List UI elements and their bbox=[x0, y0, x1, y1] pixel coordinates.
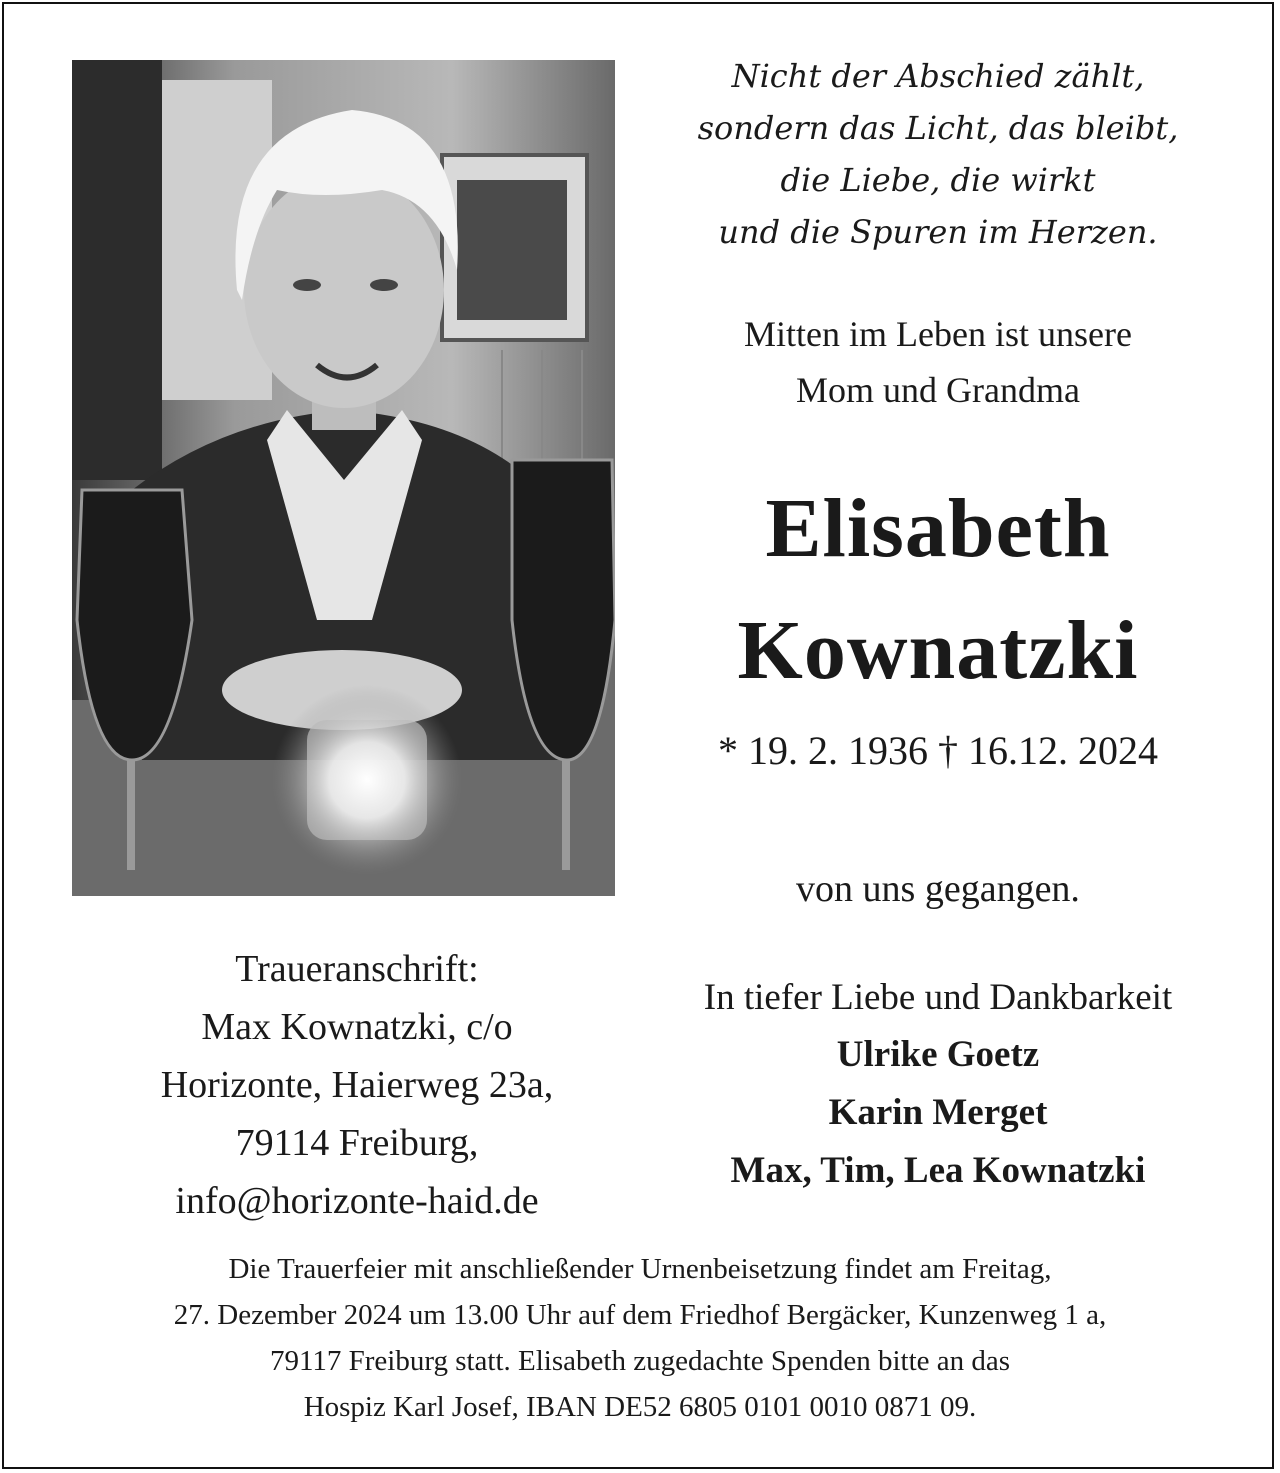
first-name: Elisabeth bbox=[765, 482, 1111, 575]
poem-line: die Liebe, die wirkt bbox=[780, 161, 1096, 199]
family-member: Max, Tim, Lea Kownatzki bbox=[730, 1150, 1146, 1191]
funeral-details bbox=[20, 1246, 1260, 1430]
family-intro: In tiefer Liebe und Dankbarkeit bbox=[703, 977, 1173, 1018]
intro-text bbox=[620, 306, 1256, 418]
poem-line: sondern das Licht, das bleibt, bbox=[697, 109, 1179, 147]
footer-line: 79117 Freiburg statt. Elisabeth zugedachte Spenden bitte an das bbox=[269, 1345, 1011, 1377]
birth-date: * 19. 2. 1936 bbox=[718, 728, 928, 773]
poem bbox=[620, 50, 1256, 258]
death-date: † 16.12. 2024 bbox=[938, 728, 1158, 773]
family-names bbox=[620, 1026, 1256, 1200]
address-email: info@horizonte-haid.de bbox=[175, 1180, 539, 1222]
life-dates bbox=[620, 722, 1256, 780]
footer-line: 27. Dezember 2024 um 13.00 Uhr auf dem Friedhof Bergäcker, Kunzenweg 1 a, bbox=[173, 1299, 1107, 1331]
portrait-photo bbox=[72, 60, 615, 896]
address-line: Max Kownatzki, c/o bbox=[201, 1006, 513, 1048]
family-member: Ulrike Goetz bbox=[836, 1034, 1040, 1075]
poem-line: und die Spuren im Herzen. bbox=[718, 213, 1158, 251]
poem-line: Nicht der Abschied zählt, bbox=[731, 57, 1145, 95]
address-line: Horizonte, Haierweg 23a, bbox=[160, 1064, 554, 1106]
passed-away-text: von uns gegangen. bbox=[796, 868, 1080, 910]
mourning-address bbox=[60, 940, 654, 1230]
deceased-name bbox=[620, 468, 1256, 712]
intro-line: Mom und Grandma bbox=[796, 370, 1080, 410]
family-member: Karin Merget bbox=[828, 1092, 1048, 1133]
address-line: Traueranschrift: bbox=[235, 948, 479, 990]
footer-line: Die Trauerfeier mit anschließender Urnenbeisetzung findet am Freitag, bbox=[228, 1253, 1052, 1285]
address-line: 79114 Freiburg, bbox=[235, 1122, 479, 1164]
footer-line: Hospiz Karl Josef, IBAN DE52 6805 0101 0010 0871 09. bbox=[303, 1391, 977, 1423]
last-name: Kownatzki bbox=[737, 604, 1139, 697]
intro-line: Mitten im Leben ist unsere bbox=[744, 314, 1132, 354]
